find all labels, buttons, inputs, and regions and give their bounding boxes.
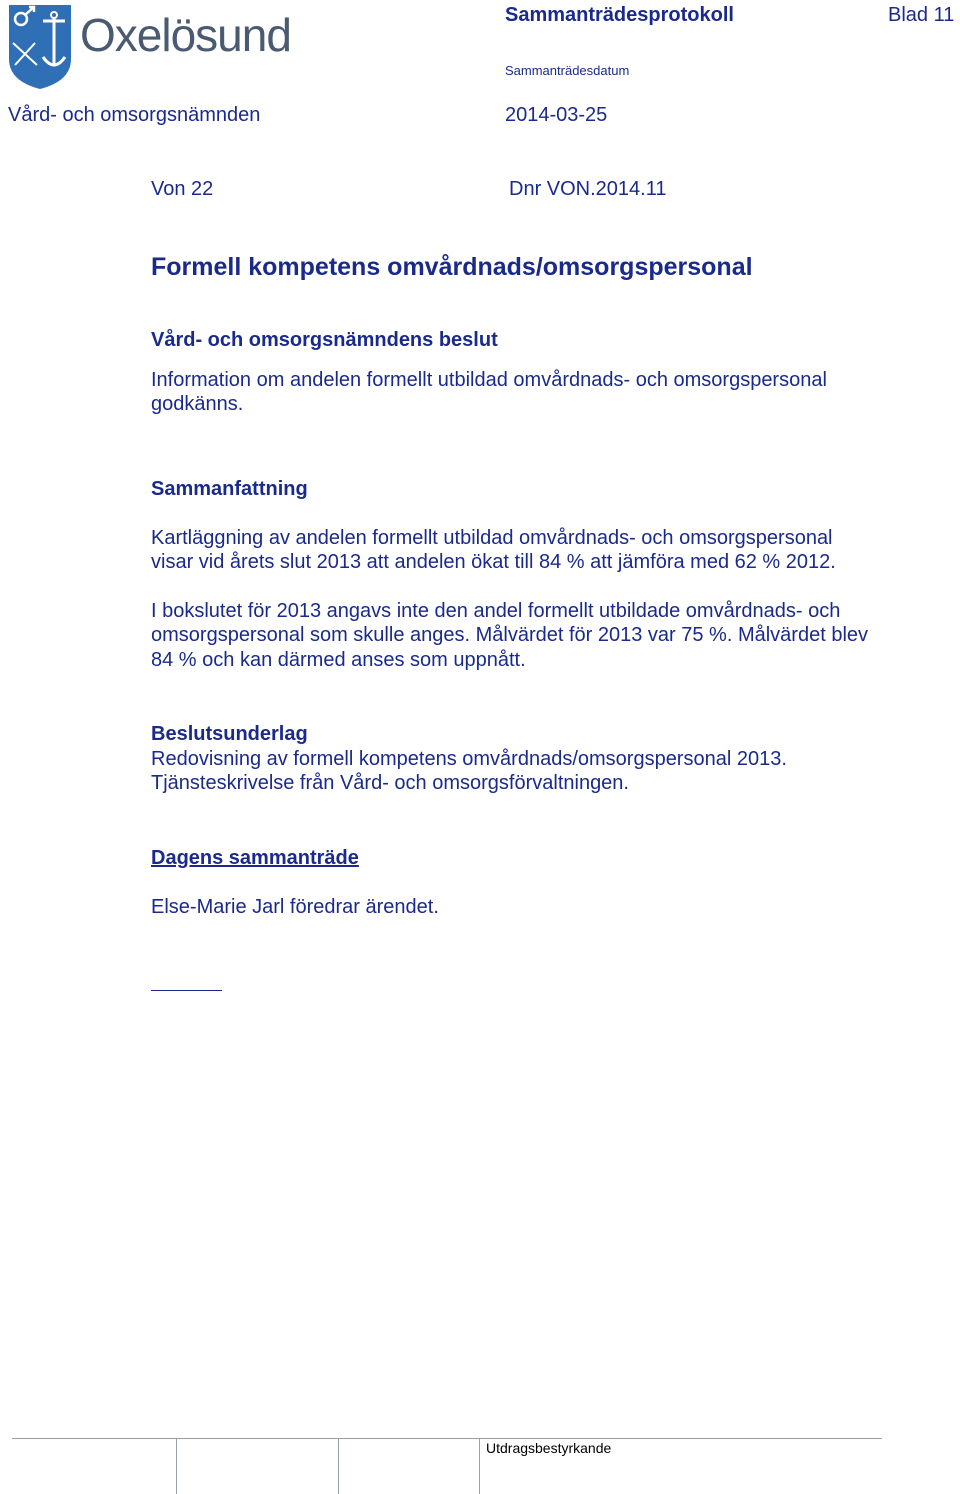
basis-line-2: Tjänsteskrivelse från Vård- och omsorgsförvaltningen. [151,772,629,794]
basis-section [151,722,911,796]
meeting-section [151,846,911,919]
summary-p2-line-3: 84 % och kan därmed anses som uppnått. [151,648,526,671]
decision-line-2: godkänns. [151,393,244,415]
summary-p2-line-1: I bokslutet för 2013 angavs inte den andel formellt utbildade omvårdnads- och [151,599,841,622]
meeting-date: 2014-03-25 [505,104,608,126]
signature-box-divider-2 [338,1438,339,1494]
summary-p1-line-2: visar vid årets slut 2013 att andelen ökat till 84 % att jämföra med 62 % 2012. [151,551,836,573]
certification-label: Utdragsbestyrkande [486,1440,612,1456]
meeting-date-label: Sammanträdesdatum [505,63,630,78]
document-type: Sammanträdesprotokoll [505,4,734,26]
registration-number: Dnr VON.2014.11 [509,178,667,200]
meeting-text: Else-Marie Jarl föredrar ärendet. [151,895,439,918]
case-title: Formell kompetens omvårdnads/omsorgspersonal [151,253,753,281]
decision-heading: Vård- och omsorgsnämndens beslut [151,329,498,351]
decision-line-1: Information om andelen formellt utbildad omvårdnads- och omsorgspersonal [151,368,827,391]
sheet-number: Blad 11 [888,4,955,26]
committee-name: Vård- och omsorgsnämnden [8,104,261,126]
decision-section [151,328,911,417]
basis-line-1: Redovisning av formell kompetens omvårdnads/omsorgspersonal 2013. [151,747,787,770]
oxelosund-logo-icon [7,3,73,91]
summary-section [151,477,911,672]
meeting-heading: Dagens sammanträde [151,847,359,869]
summary-p2-line-2: omsorgspersonal som skulle anges. Målvärdet för 2013 var 75 %. Målvärdet blev [151,624,869,646]
summary-p1-line-1: Kartläggning av andelen formellt utbildad omvårdnads- och omsorgspersonal [151,526,833,549]
signature-box-top-border [12,1438,882,1439]
logo-wordmark: Oxelösund [80,9,291,61]
section-end-rule [151,990,222,991]
basis-heading: Beslutsunderlag [151,723,308,745]
signature-box-divider-3 [479,1438,480,1494]
summary-heading: Sammanfattning [151,478,308,500]
signature-box-divider-1 [176,1438,177,1494]
case-number: Von 22 [151,178,214,200]
